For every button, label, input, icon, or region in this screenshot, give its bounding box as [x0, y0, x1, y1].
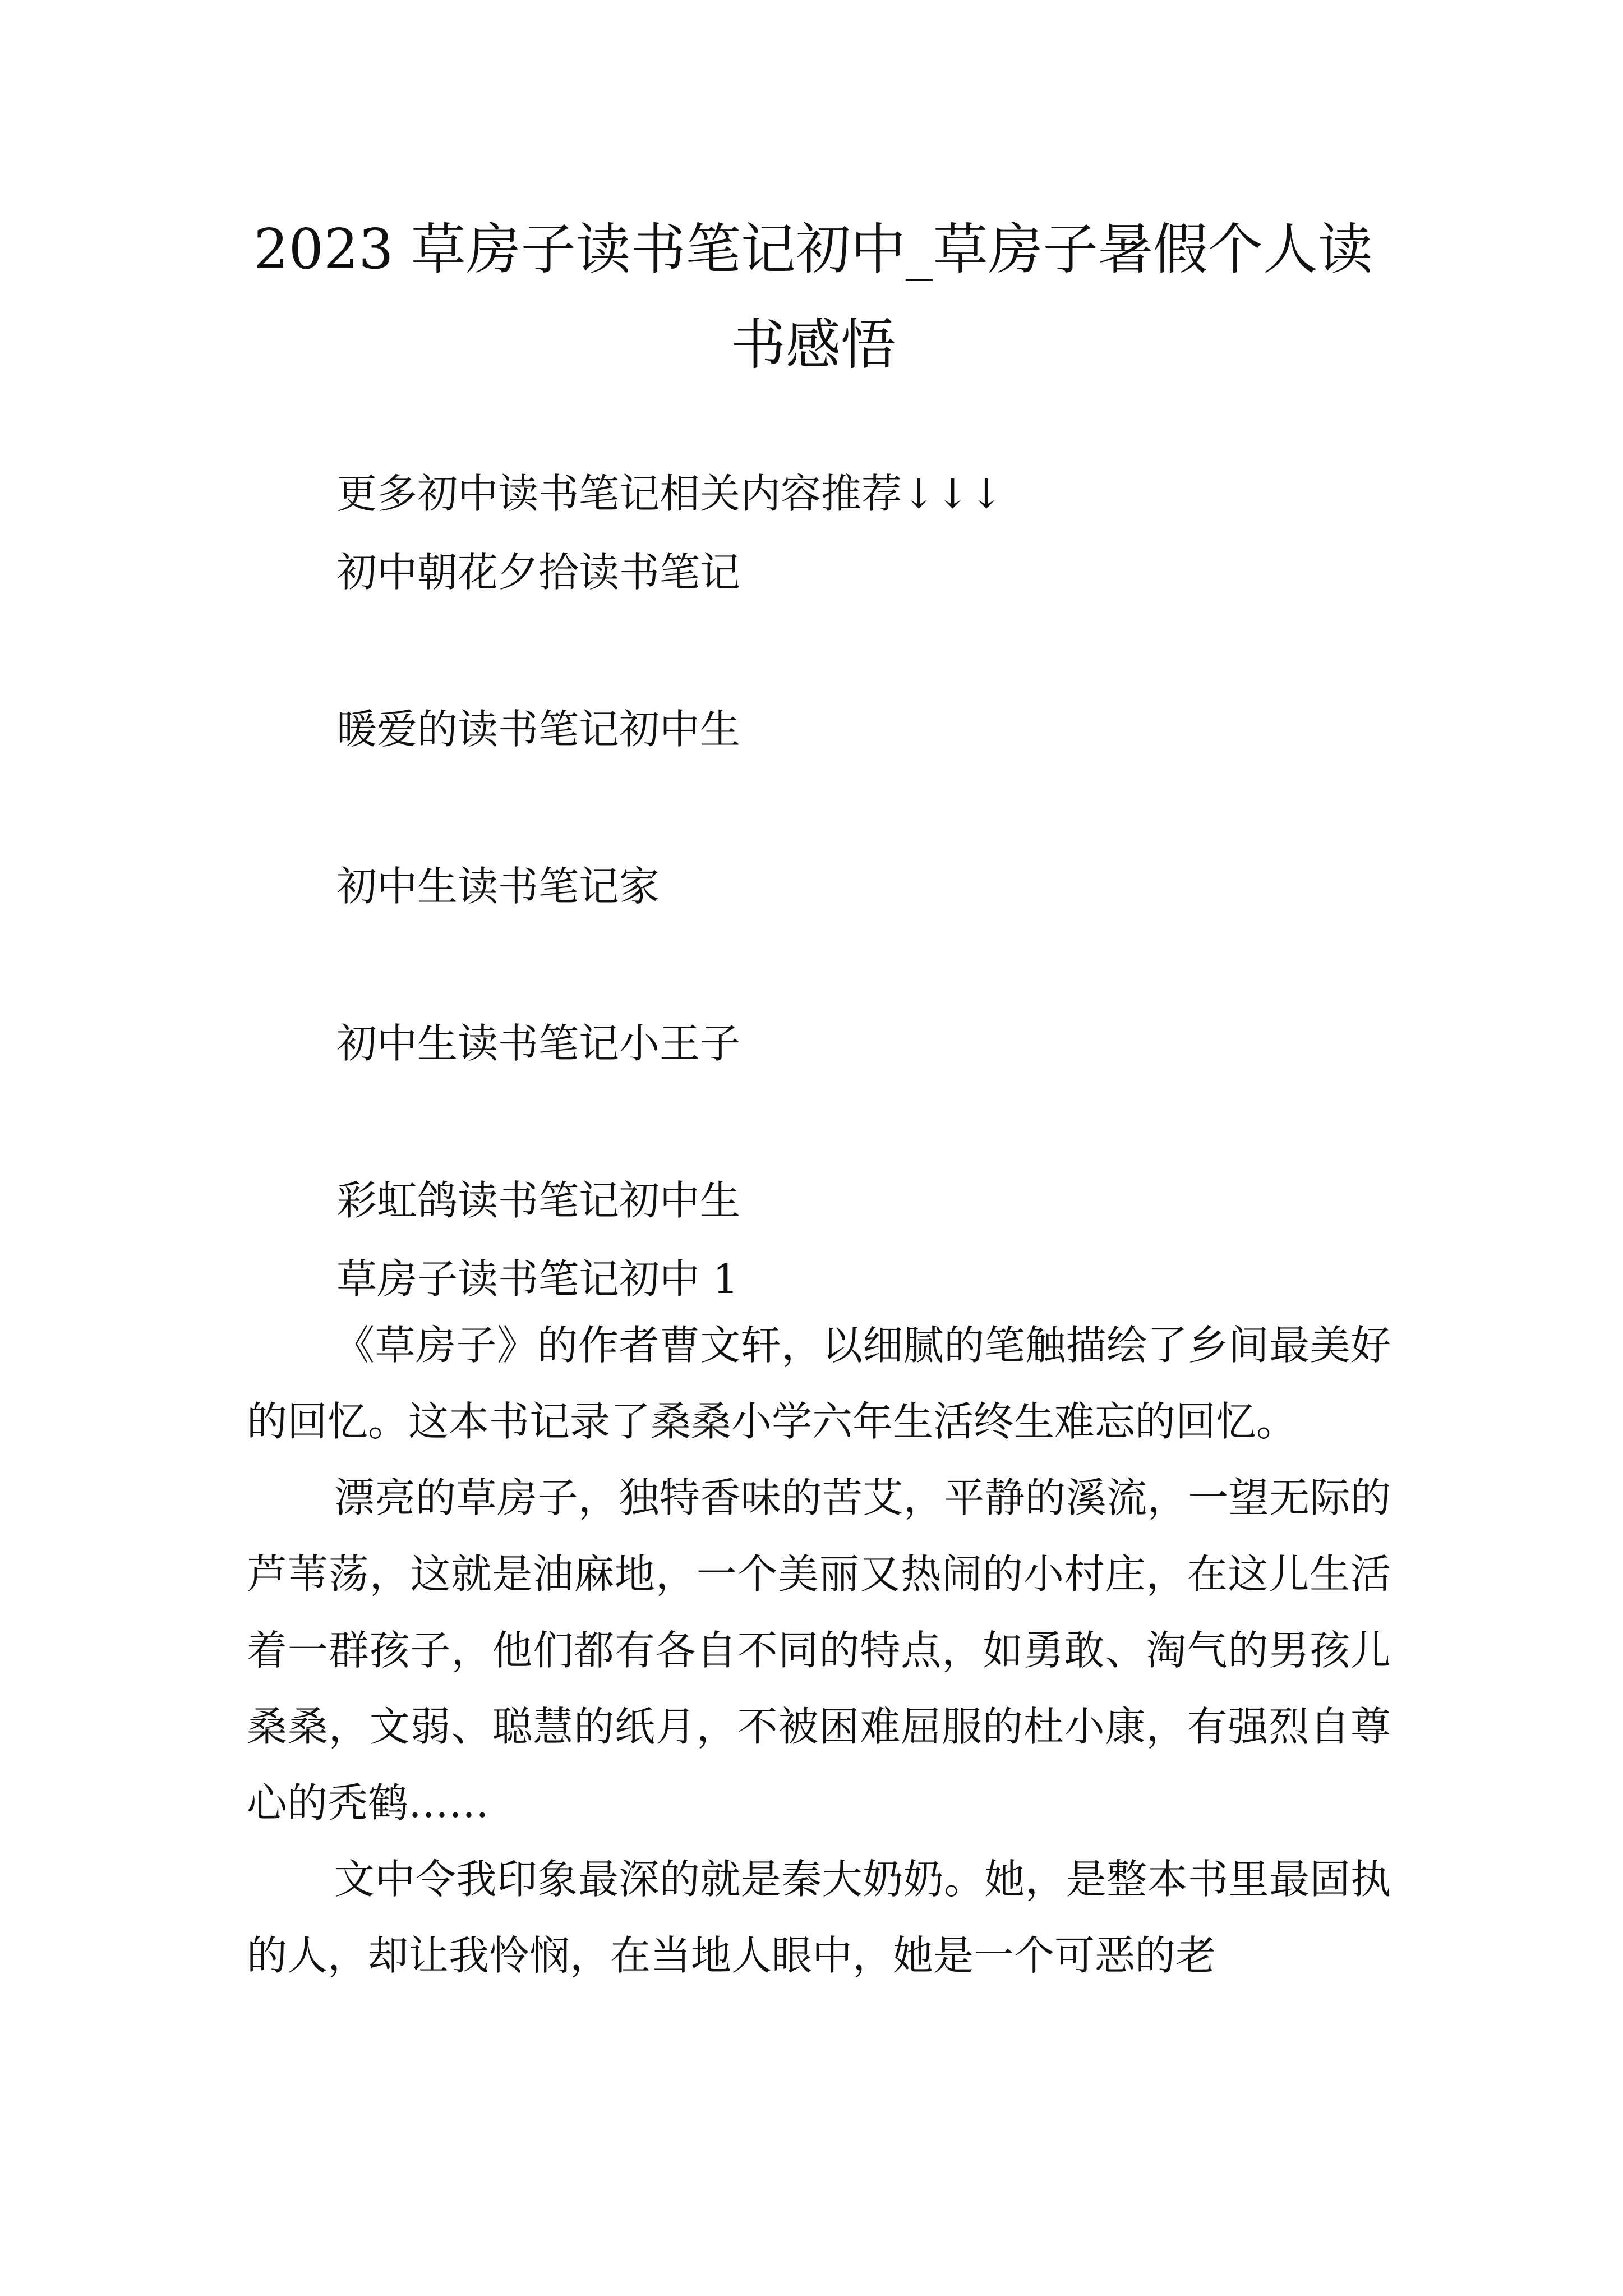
recommend-link-1[interactable]: 初中朝花夕拾读书笔记: [336, 549, 741, 596]
recommend-link-2[interactable]: 暖爱的读书笔记初中生: [336, 706, 741, 753]
article-body: [247, 1307, 1391, 1994]
recommend-link-5[interactable]: 彩虹鸽读书笔记初中生: [336, 1177, 741, 1224]
document-title: 2023 草房子读书笔记初中_草房子暑假个人读书感悟: [253, 218, 1373, 377]
recommend-heading: 更多初中读书笔记相关内容推荐↓↓↓: [336, 470, 1003, 517]
recommend-link-3[interactable]: 初中生读书笔记家: [336, 863, 660, 910]
paragraph-2: 漂亮的草房子，独特香味的苦艾，平静的溪流，一望无际的芦苇荡，这就是油麻地，一个美丽又热闹的小村庄，在这儿生活着一群孩子，他们都有各自不同的特点，如勇敢、淘气的男孩儿桑桑，文弱、聪慧的纸月，不被困难屈服的杜小康，有强烈自尊心的秃鹤……: [247, 1474, 1391, 1826]
paragraph-1: 《草房子》的作者曹文轩，以细腻的笔触描绘了乡间最美好的回忆。这本书记录了桑桑小学六年生活终生难忘的回忆。: [247, 1322, 1391, 1445]
paragraph-3: 文中令我印象最深的就是秦大奶奶。她，是整本书里最固执的人，却让我怜悯，在当地人眼中，她是一个可恶的老: [247, 1856, 1391, 1979]
section-heading: 草房子读书笔记初中 1: [336, 1255, 739, 1303]
recommend-link-4[interactable]: 初中生读书笔记小王子: [336, 1020, 741, 1067]
